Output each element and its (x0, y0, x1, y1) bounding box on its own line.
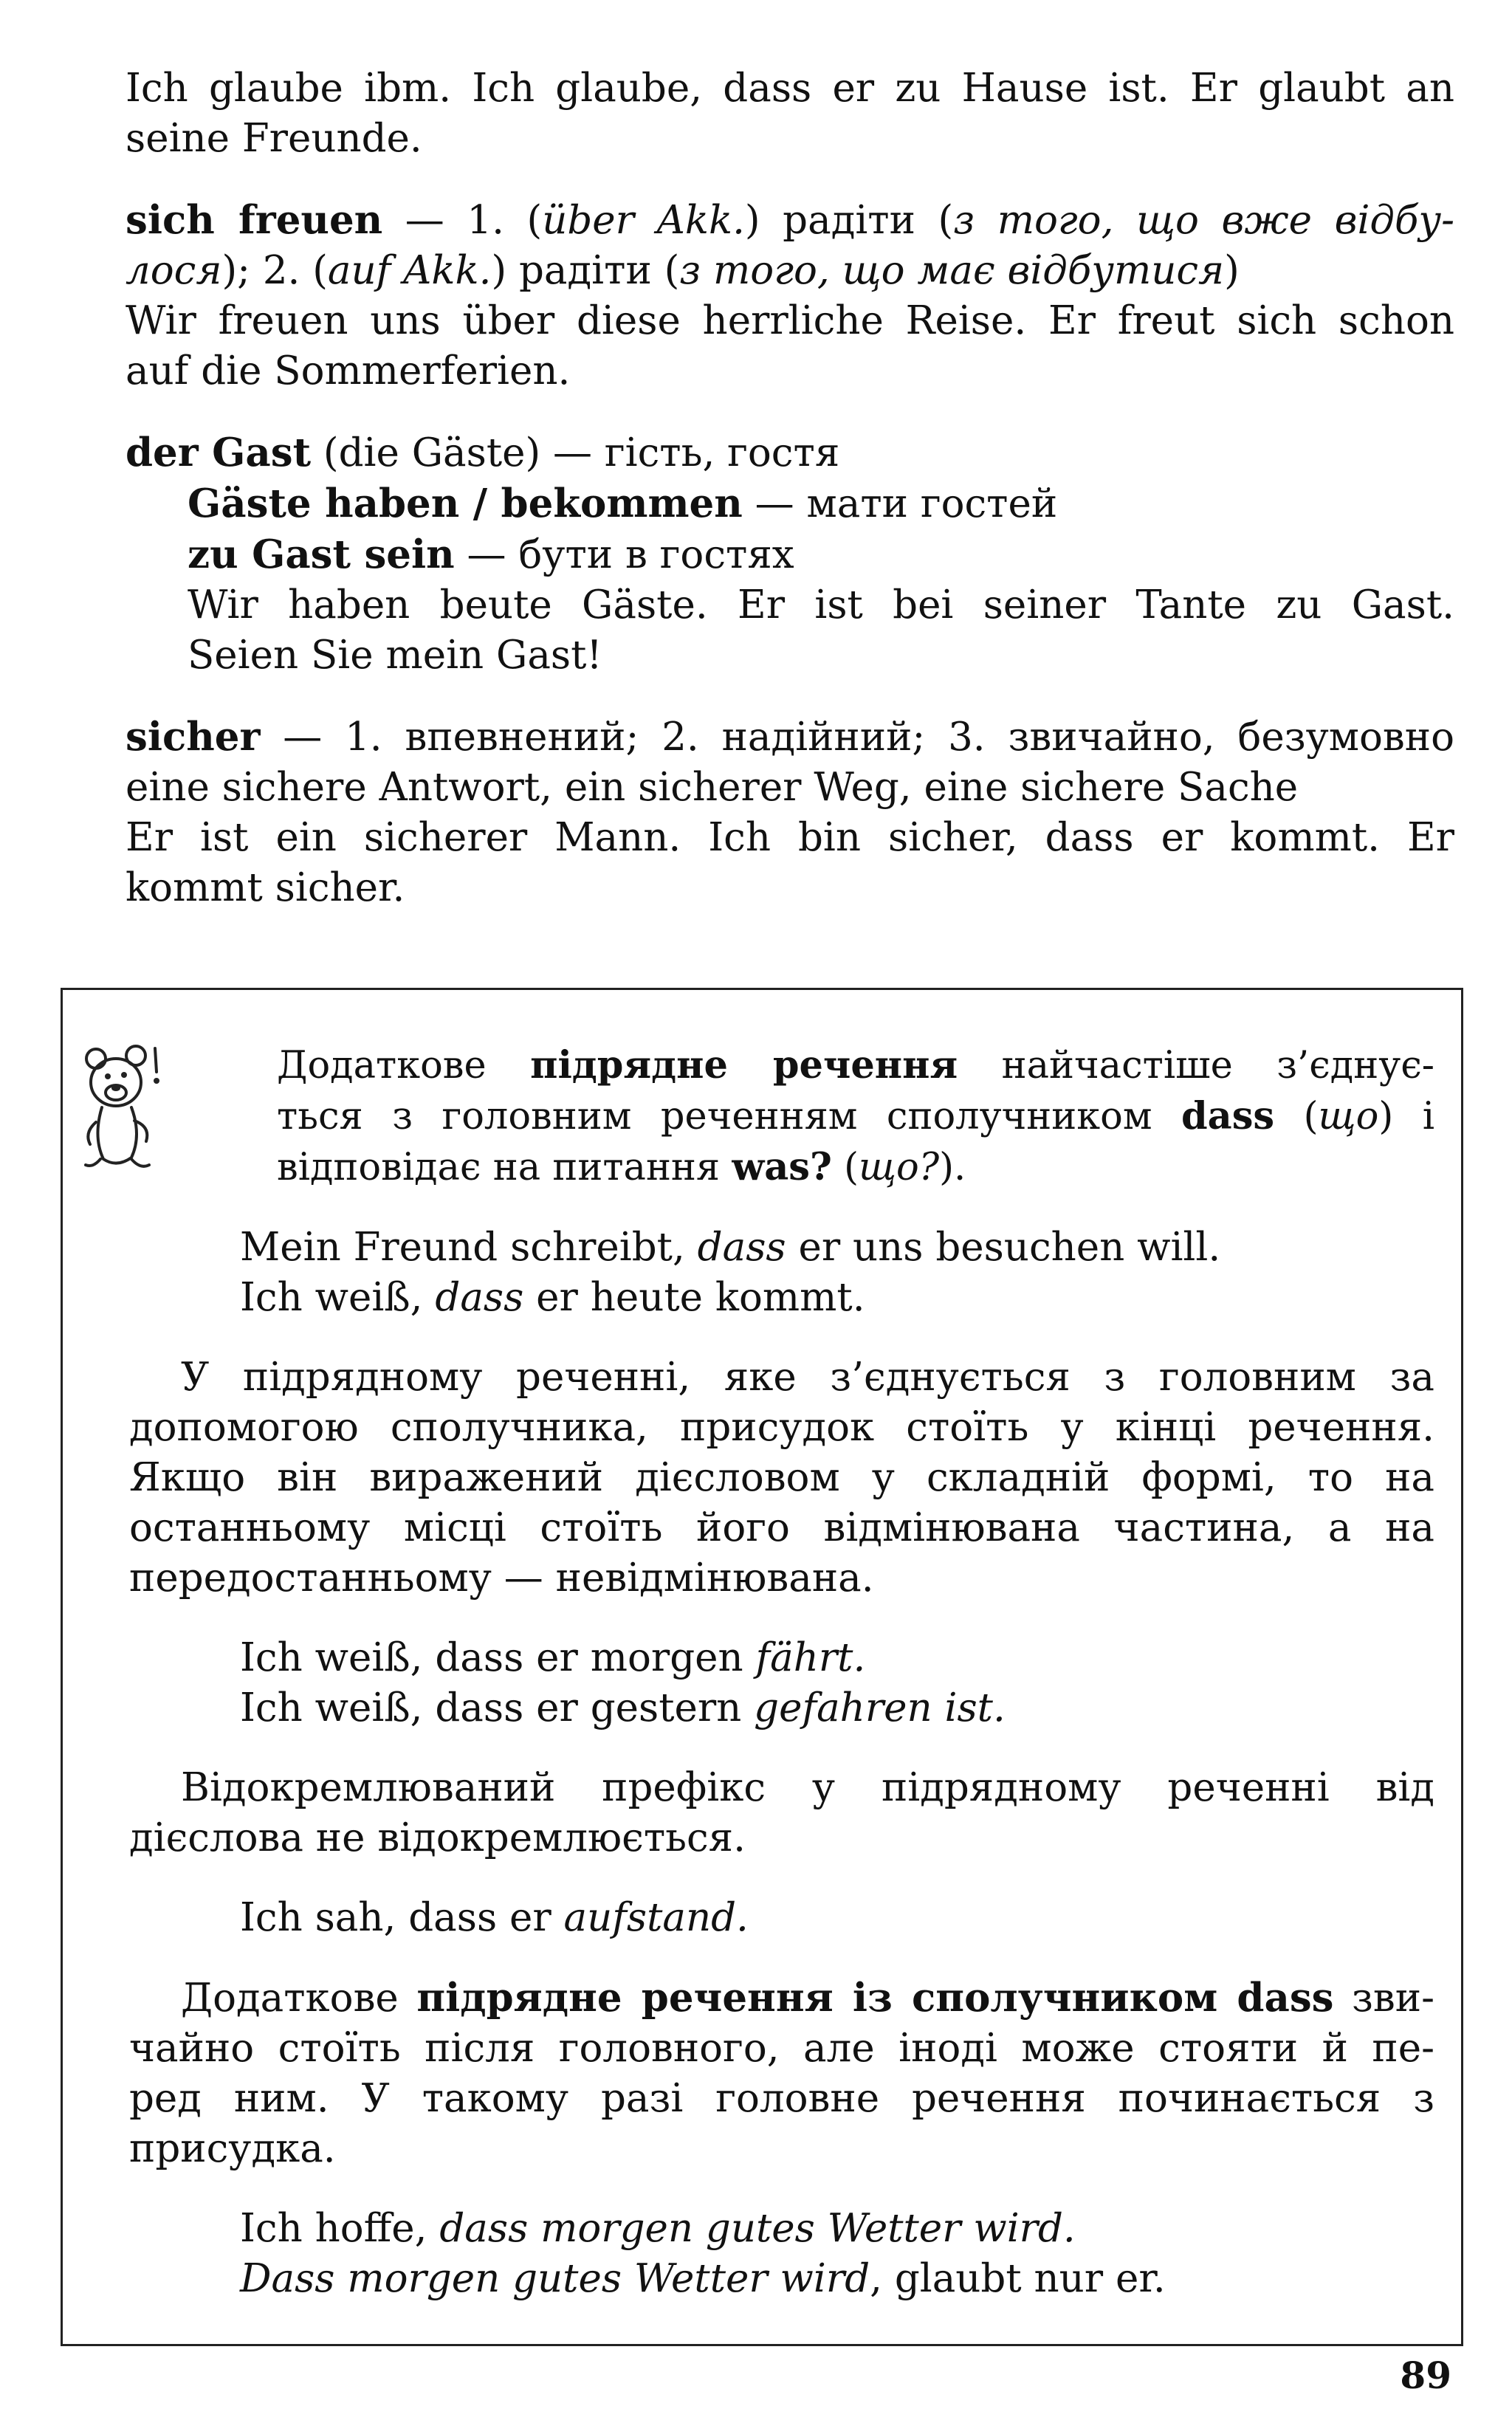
text-span: зви- (1333, 1976, 1435, 2021)
text-span: ) (1224, 248, 1240, 293)
rule-paragraph (129, 1763, 1434, 1863)
text-span: Mein Freund schreibt, (240, 1225, 698, 1270)
text-span: ться з головним реченням сполучником (277, 1095, 1182, 1138)
example-line (240, 1273, 1434, 1323)
text-span: Ich sah, dass er (240, 1895, 564, 1940)
text-line: seine Freunde. (126, 116, 422, 161)
example-block (240, 1223, 1434, 1323)
text-line (277, 1091, 1434, 1142)
text-line: Er ist ein sicherer Mann. Ich bin sicher, dass er kommt. Er (126, 815, 1454, 860)
example-block (240, 1633, 1434, 1733)
page-number: 89 (1400, 2354, 1451, 2397)
text-span: fährt. (755, 1635, 866, 1680)
text-span: з того, що вже відбу- (953, 198, 1454, 243)
text-span: gefahren ist. (754, 1685, 1006, 1730)
text-span: ( (1274, 1095, 1319, 1138)
text-line: Відокремлюваний префікс у підрядному реченні від (181, 1765, 1434, 1810)
example-block (240, 1893, 1434, 1943)
entry-sich-freuen (126, 195, 1454, 396)
grammar-rule-content (129, 1040, 1434, 2334)
text-line: передостанньому — невідмінювана. (129, 1556, 874, 1601)
example-line (240, 1223, 1434, 1273)
example-block (240, 2204, 1434, 2304)
grammar-rule-box (61, 988, 1463, 2346)
entry-der-gast (126, 427, 1454, 681)
rule-paragraph (129, 1352, 1434, 1603)
text-span: er heute kommt. (523, 1275, 865, 1320)
text-span: dass (435, 1275, 524, 1320)
text-line: Wir haben beute Gäste. Er ist bei seiner Tante zu Gast. (188, 582, 1454, 628)
text-span: найчастіше з’єднує- (958, 1044, 1434, 1087)
bear-mascot-icon (74, 1034, 170, 1174)
text-span: über Akk. (542, 198, 745, 243)
text-line: допомогою сполучника, присудок стоїть у кінці речення. (129, 1405, 1434, 1450)
headword: der Gast (126, 430, 312, 475)
text-span: ) і (1378, 1095, 1435, 1138)
example-line (240, 2254, 1434, 2304)
text-line: чайно стоїть після головного, але іноді може стояти й пе- (129, 2026, 1434, 2071)
text-line (126, 712, 1454, 763)
text-span: — 1. впевнений; 2. надійний; 3. звичайно, безумовно (260, 715, 1454, 760)
text-line: eine sichere Antwort, ein sicherer Weg, eine sichere Sache (126, 765, 1299, 810)
text-line: Seien Sie mein Gast! (188, 633, 602, 678)
text-span: ). (939, 1146, 966, 1189)
text-line (277, 1142, 1434, 1193)
text-line: kommt sicher. (126, 865, 405, 910)
text-line: auf die Sommerferien. (126, 348, 571, 393)
text-line (126, 195, 1454, 246)
text-span: auf Akk. (327, 248, 492, 293)
text-line: останньому місці стоїть його відмінювана частина, а на (129, 1505, 1434, 1550)
text-line (188, 478, 1454, 529)
text-span: Ich weiß, dass er morgen (240, 1635, 756, 1680)
text-line (188, 529, 1454, 580)
headword: sicher (126, 714, 261, 760)
text-span: (die Gäste) — гість, гостя (311, 430, 840, 475)
text-span: dass (697, 1225, 786, 1270)
sub-entries (188, 478, 1454, 681)
text-span: ); 2. ( (221, 248, 328, 293)
text-line: Wir freuen uns über diese herrliche Reise. Er freut sich schon (126, 298, 1454, 343)
text-span: , glaubt nur er. (870, 2256, 1166, 2301)
text-span: ) радіти ( (744, 198, 954, 243)
text-line: У підрядному реченні, яке з’єднується з головним за (181, 1355, 1434, 1400)
text-span: — мати гостей (742, 481, 1058, 526)
text-span: Ich weiß, dass er gestern (240, 1685, 755, 1730)
text-span: dass (1181, 1094, 1275, 1138)
headword: Gäste haben / bekommen (188, 481, 743, 526)
vocabulary-section (126, 63, 1454, 944)
text-line (277, 1040, 1434, 1091)
text-span: відповідає на питання (277, 1146, 732, 1189)
text-span: ( (831, 1146, 859, 1189)
rule-paragraph (277, 1040, 1434, 1193)
text-span: підрядне речення (530, 1043, 958, 1087)
entry-glauben-examples (126, 63, 1454, 164)
text-span: Додаткове (181, 1976, 417, 2021)
text-span: з того, що має відбутися (679, 248, 1225, 293)
text-span: Dass morgen gutes Wetter wird (240, 2256, 870, 2301)
text-line: присудка. (129, 2126, 336, 2171)
example-line (240, 1633, 1434, 1683)
text-line: Якщо він виражений дієсловом у складній формі, то на (129, 1455, 1434, 1500)
text-span: Ich hoffe, (240, 2206, 440, 2251)
text-line: Ich glaube ibm. Ich glaube, dass er zu Hause ist. Er glaubt an (126, 66, 1454, 111)
rule-paragraph (129, 1973, 1434, 2174)
text-line: ред ним. У такому разі головне речення починається з (129, 2076, 1434, 2121)
text-span: er uns besuchen will. (786, 1225, 1221, 1270)
text-span: Додаткове (277, 1044, 531, 1087)
text-span: was? (732, 1145, 832, 1189)
text-span: — бути в гостях (454, 532, 794, 577)
text-span: aufstand. (563, 1895, 749, 1940)
text-span: лося (126, 248, 222, 293)
text-span: ) радіти ( (491, 248, 680, 293)
text-span: що? (858, 1146, 940, 1189)
text-span: що (1318, 1095, 1379, 1138)
text-line (126, 246, 1454, 296)
example-line (240, 2204, 1434, 2254)
text-span: — 1. ( (382, 198, 543, 243)
example-line (240, 1683, 1434, 1733)
text-line (129, 1973, 1434, 2024)
headword: zu Gast sein (188, 532, 455, 577)
text-span: dass morgen gutes Wetter wird. (439, 2206, 1076, 2251)
headword: sich freuen (126, 197, 383, 243)
text-span: підрядне речення із сполучником dass (416, 1975, 1334, 2021)
text-line: дієслова не відокремлюється. (129, 1815, 746, 1860)
entry-sicher (126, 712, 1454, 913)
example-line (240, 1893, 1434, 1943)
text-line (126, 427, 1454, 478)
text-span: Ich weiß, (240, 1275, 436, 1320)
